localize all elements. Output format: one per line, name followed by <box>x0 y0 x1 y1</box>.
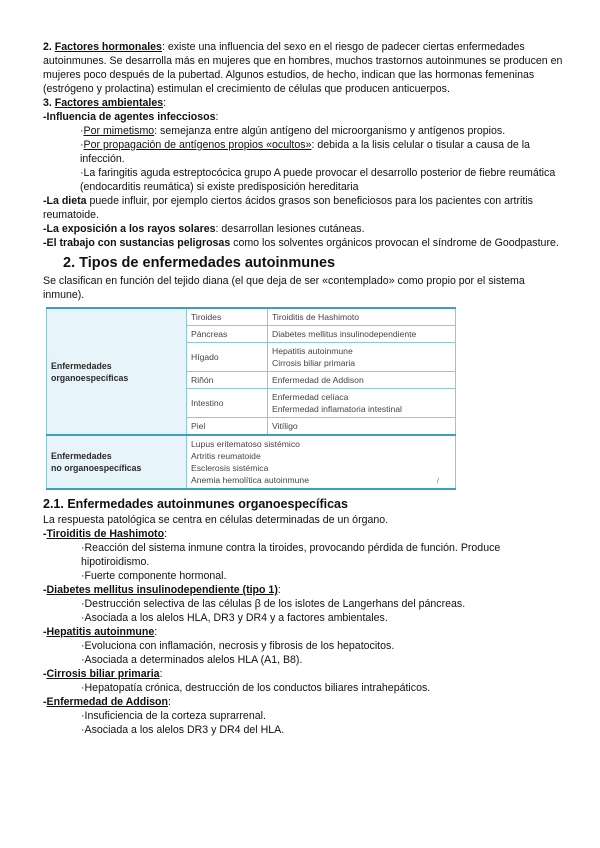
disease-suffix: : <box>167 696 171 708</box>
disease-title <box>43 583 563 597</box>
disease-name: Lupus eritematoso sistémico <box>191 439 300 449</box>
disease-title-text: Cirrosis biliar primaria <box>46 668 160 680</box>
disease-point: ·Hepatopatía crónica, destrucción de los conductos biliares intrahepáticos. <box>81 682 431 694</box>
organ-cell: Riñón <box>187 372 268 389</box>
trabajo-label: -El trabajo con sustancias peligrosas <box>43 237 231 249</box>
disease-classification-table <box>46 307 456 490</box>
table-row <box>47 435 456 489</box>
organ-cell: Páncreas <box>187 326 268 343</box>
disease-list <box>43 527 563 737</box>
disease-name: Enfermedad celíaca <box>272 392 349 402</box>
disease-suffix: : <box>277 584 281 596</box>
dieta-label: -La dieta <box>43 195 87 207</box>
propagacion-text: : debida a la lisis celular o tisular a causa de la infección. <box>80 139 530 165</box>
disease-name: Vitíligo <box>272 421 298 431</box>
solares-label: -La exposición a los rayos solares <box>43 223 216 235</box>
mimetismo-text: : semejanza entre algún antígeno del microorganismo y antígenos propios. <box>154 125 506 137</box>
organ-category-line: organoespecíficas <box>51 372 129 383</box>
dieta-item <box>43 194 563 222</box>
mimetismo-item <box>43 124 563 138</box>
trabajo-text: como los solventes orgánicos provocan el síndrome de Goodpasture. <box>230 237 559 249</box>
propagacion-label: Por propagación de antígenos propios «ocultos» <box>83 139 312 151</box>
hormonal-number: 2. <box>43 41 52 53</box>
faringitis-item: ·La faringitis aguda estreptocócica grupo A puede provocar el desarrollo posterior de fiebre reumática (endocarditis reumática) si existe predisposición hereditaria <box>80 167 556 193</box>
ambientales-number: 3. <box>43 97 52 109</box>
table-corner-mark: / <box>437 478 439 485</box>
disease-prefix: - <box>43 528 47 540</box>
organoesp-intro: La respuesta patológica se centra en células determinadas de un órgano. <box>43 514 389 526</box>
disease-name: Anemia hemolítica autoinmune <box>191 475 309 485</box>
disease-name: Artritis reumatoide <box>191 451 261 461</box>
ambientales-heading <box>43 96 563 110</box>
non-organ-category-line: no organoespecíficas <box>51 463 142 473</box>
disease-suffix: : <box>154 626 158 638</box>
disease-title <box>43 695 563 709</box>
dieta-text: puede influir, por ejemplo ciertos ácidos grasos son beneficiosos para los pacientes con artritis reumatoide. <box>43 195 533 221</box>
hormonal-paragraph <box>43 40 563 96</box>
disease-suffix: : <box>164 528 168 540</box>
solares-text: : desarrollan lesiones cutáneas. <box>215 223 365 235</box>
disease-name: Tiroiditis de Hashimoto <box>272 312 360 322</box>
infecciosos-title: -Influencia de agentes infecciosos <box>43 111 216 123</box>
disease-prefix: - <box>43 668 47 680</box>
disease-name: Cirrosis biliar primaria <box>272 358 356 368</box>
ambientales-title: Factores ambientales <box>54 97 164 109</box>
disease-title-text: Diabetes mellitus insulinodependiente (tipo 1) <box>46 584 278 596</box>
disease-name: Enfermedad de Addison <box>272 375 364 385</box>
disease-cell <box>268 308 456 326</box>
disease-title <box>43 527 563 541</box>
organ-cell: Intestino <box>187 389 268 418</box>
propagacion-prefix: · <box>80 139 84 151</box>
disease-point: ·Evoluciona con inflamación, necrosis y fibrosis de los hepatocitos. <box>81 640 395 652</box>
infecciosos-colon: : <box>215 111 219 123</box>
disease-point: ·Fuerte componente hormonal. <box>81 570 227 582</box>
disease-point: ·Asociada a los alelos HLA, DR3 y DR4 y a factores ambientales. <box>81 612 388 624</box>
mimetismo-label: Por mimetismo <box>83 125 155 137</box>
disease-cell <box>268 372 456 389</box>
tipos-intro: Se clasifican en función del tejido diana (el que deja de ser «contemplado» como propio por el sistema inmune). <box>43 275 525 301</box>
document-page <box>43 40 563 737</box>
disease-prefix: - <box>43 584 47 596</box>
disease-prefix: - <box>43 696 47 708</box>
disease-point: ·Insuficiencia de la corteza suprarrenal. <box>81 710 266 722</box>
tipos-heading: 2. Tipos de enfermedades autoinmunes <box>63 255 336 271</box>
disease-name: Enfermedad inflamatoria intestinal <box>272 404 402 414</box>
disease-point: ·Asociada a determinados alelos HLA (A1, B8). <box>81 654 303 666</box>
organ-category-cell <box>47 308 187 435</box>
disease-name: Hepatitis autoinmune <box>272 346 353 356</box>
solares-item <box>43 222 563 236</box>
disease-title-text: Tiroiditis de Hashimoto <box>46 528 165 540</box>
non-organ-category-cell <box>47 435 187 489</box>
disease-cell <box>268 326 456 343</box>
hormonal-text: : existe una influencia del sexo en el riesgo de padecer ciertas enfermedades autoinmunes. Se desarrolla más en mujeres que en hombres, muchos trastornos autoinmunes se producen en mujeres poco después de la pubertad. Algunos estudios, de hecho, indican que las hormonas femeninas (estrógeno y prolactina) estimulan el crecimiento de células que producen anticuerpos. <box>43 41 563 95</box>
hormonal-title: Factores hormonales <box>54 41 162 53</box>
disease-title <box>43 667 563 681</box>
disease-point: ·Destrucción selectiva de las células β de los islotes de Langerhans del páncreas. <box>81 598 466 610</box>
disease-point: ·Asociada a los alelos DR3 y DR4 del HLA. <box>81 724 285 736</box>
organoesp-heading: 2.1. Enfermedades autoinmunes organoespecíficas <box>43 497 348 511</box>
disease-prefix: - <box>43 626 47 638</box>
non-organ-category-line: Enfermedades <box>51 451 112 461</box>
disease-cell <box>268 343 456 372</box>
organ-category-line: Enfermedades <box>51 360 112 371</box>
disease-point: ·Reacción del sistema inmune contra la tiroides, provocando pérdida de función. Produce hipotiroidismo. <box>81 542 501 568</box>
trabajo-item <box>43 236 563 250</box>
disease-name: Esclerosis sistémica <box>191 463 269 473</box>
ambientales-colon: : <box>163 97 167 109</box>
infecciosos-heading <box>43 110 563 124</box>
disease-title <box>43 625 563 639</box>
non-organ-diseases-cell <box>187 435 456 489</box>
disease-name: Diabetes mellitus insulinodependiente <box>272 329 417 339</box>
mimetismo-prefix: · <box>80 125 84 137</box>
disease-cell <box>268 389 456 418</box>
organ-cell: Piel <box>187 418 268 436</box>
disease-title-text: Hepatitis autoinmune <box>46 626 155 638</box>
organ-cell: Tiroides <box>187 308 268 326</box>
organ-cell: Hígado <box>187 343 268 372</box>
propagacion-item <box>43 138 563 166</box>
disease-suffix: : <box>159 668 163 680</box>
disease-title-text: Enfermedad de Addison <box>46 696 168 708</box>
disease-cell <box>268 418 456 436</box>
table-row <box>47 308 456 326</box>
